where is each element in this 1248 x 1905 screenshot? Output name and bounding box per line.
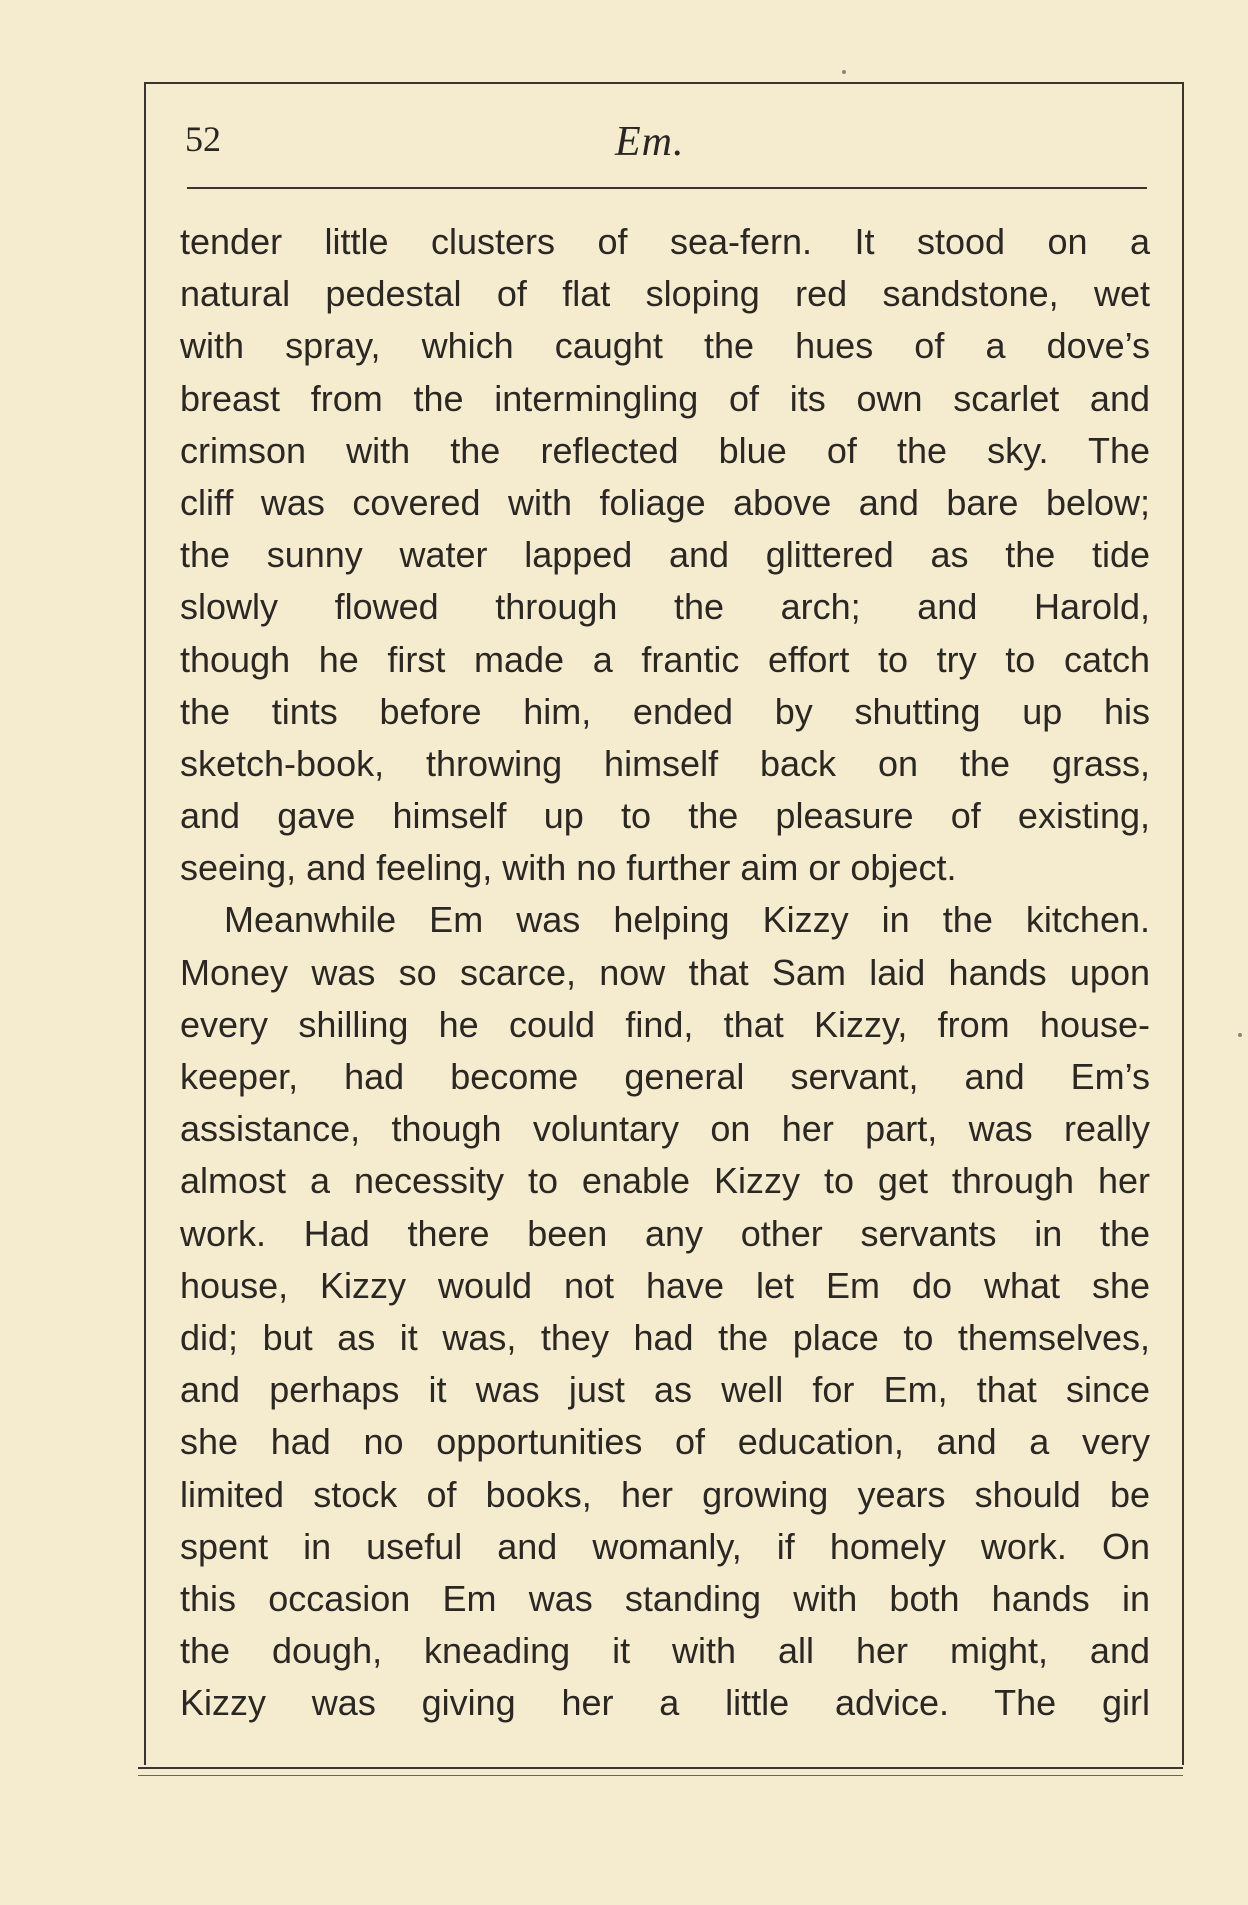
text-line: she had no opportunities of education, and a very: [180, 1421, 1150, 1463]
text-line: breast from the intermingling of its own scarlet and: [180, 377, 1150, 419]
text-line: spent in useful and womanly, if homely work. On: [180, 1525, 1150, 1567]
text-line: tender little clusters of sea-fern. It stood on a: [180, 221, 1150, 262]
text-line: crimson with the reflected blue of the sky. The: [180, 429, 1150, 471]
text-line: limited stock of books, her growing years should be: [180, 1473, 1150, 1515]
text-line: and perhaps it was just as well for Em, that since: [180, 1369, 1150, 1411]
text-line: did; but as it was, they had the place to themselves,: [180, 1316, 1150, 1358]
text-line: the dough, kneading it with all her might, and: [180, 1630, 1150, 1672]
text-line: this occasion Em was standing with both hands in: [180, 1577, 1150, 1619]
text-line: assistance, though voluntary on her part, was really: [180, 1108, 1150, 1150]
text-line: the tints before him, ended by shutting up his: [180, 690, 1150, 732]
body-text: [180, 216, 1150, 1729]
text-line: almost a necessity to enable Kizzy to get through her: [180, 1160, 1150, 1202]
running-title: Em.: [615, 119, 685, 165]
text-line: with spray, which caught the hues of a dove’s: [180, 325, 1150, 367]
bottom-rule-secondary: [138, 1775, 1183, 1776]
text-line: every shilling he could find, that Kizzy, from house-: [180, 1003, 1150, 1045]
text-line: and gave himself up to the pleasure of existing,: [180, 795, 1150, 837]
text-line: the sunny water lapped and glittered as the tide: [180, 534, 1150, 576]
text-line: sketch-book, throwing himself back on the grass,: [180, 742, 1150, 784]
paper-speck: [1238, 1033, 1242, 1037]
text-line: though he first made a frantic effort to try to catch: [180, 638, 1150, 680]
text-line: Money was so scarce, now that Sam laid hands upon: [180, 951, 1150, 993]
text-line: Kizzy was giving her a little advice. The girl: [180, 1682, 1150, 1724]
text-line: work. Had there been any other servants in the: [180, 1212, 1150, 1254]
running-head: [185, 118, 1145, 178]
text-line: natural pedestal of flat sloping red sandstone, wet: [180, 273, 1150, 315]
paper-speck: [842, 70, 846, 74]
bottom-rule: [138, 1767, 1183, 1769]
page-number: 52: [185, 119, 221, 159]
text-line: Meanwhile Em was helping Kizzy in the kitchen.: [224, 899, 1150, 941]
text-line: seeing, and feeling, with no further aim or object.: [180, 847, 957, 889]
text-line: keeper, had become general servant, and Em’s: [180, 1056, 1150, 1097]
header-rule: [187, 187, 1147, 189]
text-line: slowly flowed through the arch; and Harold,: [180, 586, 1150, 628]
text-line: cliff was covered with foliage above and bare below;: [180, 481, 1150, 523]
text-line: house, Kizzy would not have let Em do what she: [180, 1264, 1150, 1306]
